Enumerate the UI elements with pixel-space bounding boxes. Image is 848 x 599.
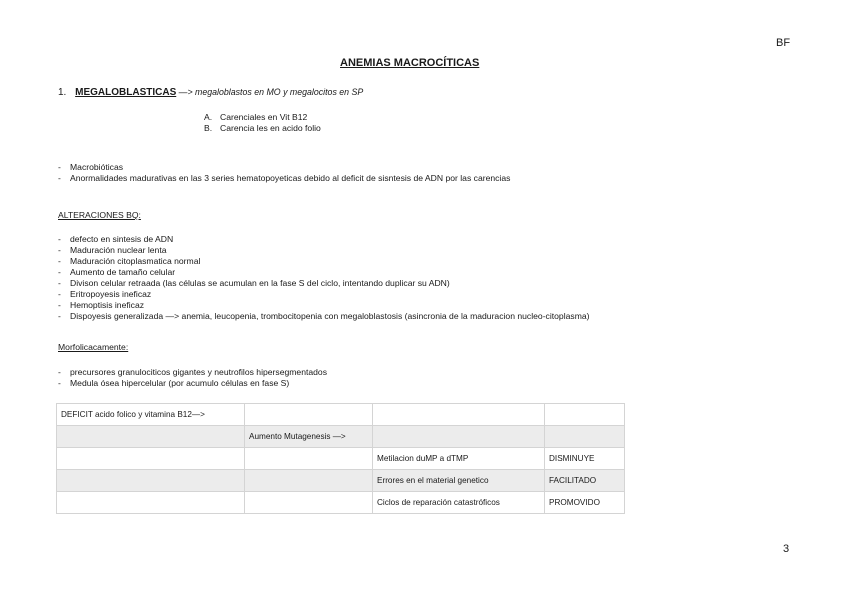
section-heading: [58, 87, 363, 98]
cause-item: [204, 112, 321, 123]
mechanism-table: [56, 403, 625, 514]
page-number: 3: [783, 543, 790, 555]
table-row: [57, 470, 625, 492]
cause-text: Carencia les en acido folio: [220, 123, 321, 133]
table-cell: [373, 404, 545, 426]
table-cell: Ciclos de reparación catastróficos: [373, 492, 545, 514]
cause-text: Carenciales en Vit B12: [220, 112, 308, 122]
morfologia-list: [58, 367, 327, 389]
morfologia-heading: Morfolicacamente:: [58, 342, 129, 352]
table-cell: [373, 426, 545, 448]
table-cell: DISMINUYE: [545, 448, 625, 470]
table-cell: [245, 404, 373, 426]
alteraciones-list: [58, 234, 590, 322]
table-cell: Errores en el material genetico: [373, 470, 545, 492]
intro-bullet-list: [58, 162, 510, 184]
table-row: [57, 404, 625, 426]
list-item: - Medula ósea hipercelular (por acumulo células en fase S): [58, 378, 290, 388]
list-item: - Macrobióticas: [58, 162, 124, 172]
alteraciones-heading: ALTERACIONES BQ:: [58, 210, 141, 220]
list-item: - Anormalidades madurativas en las 3 series hematopoyeticas debido al deficit de sisntesis de ADN por las carencias: [58, 173, 511, 183]
list-item: - Aumento de tamaño celular: [58, 267, 176, 277]
table-cell: [57, 426, 245, 448]
table-cell: [245, 492, 373, 514]
section-description: —> megaloblastos en MO y megalocitos en SP: [176, 87, 364, 97]
list-item: - Eritropoyesis ineficaz: [58, 289, 152, 299]
table-cell: PROMOVIDO: [545, 492, 625, 514]
list-item: - Dispoyesis generalizada —> anemia, leucopenia, trombocitopenia con megaloblastosis (asincronia de la maduracion nucleo-citoplasma): [58, 311, 590, 321]
table-cell: [545, 426, 625, 448]
list-item: - precursores granulociticos gigantes y neutrofilos hipersegmentados: [58, 367, 327, 377]
table-cell: [245, 448, 373, 470]
page-title: ANEMIAS MACROCÍTICAS: [340, 57, 480, 69]
table-row: [57, 448, 625, 470]
table-cell: FACILITADO: [545, 470, 625, 492]
table-cell: Aumento Mutagenesis —>: [245, 426, 373, 448]
table-row: [57, 492, 625, 514]
table-cell: Metilacion duMP a dTMP: [373, 448, 545, 470]
cause-letter: B.: [204, 123, 213, 133]
table-cell: [545, 404, 625, 426]
list-item: - Hemoptisis ineficaz: [58, 300, 145, 310]
causes-list: [204, 112, 321, 134]
list-item: - Maduración nuclear lenta: [58, 245, 167, 255]
table-cell: DEFICIT acido folico y vitamina B12—>: [57, 404, 245, 426]
list-item: - Divison celular retraada (las células se acumulan en la fase S del ciclo, intentando duplicar su ADN): [58, 278, 450, 288]
cause-letter: A.: [204, 112, 213, 122]
table-row: [57, 426, 625, 448]
section-name: MEGALOBLASTICAS: [75, 87, 177, 98]
author-initials: BF: [776, 37, 791, 49]
table-cell: [245, 470, 373, 492]
table-cell: [57, 492, 245, 514]
table-cell: [57, 448, 245, 470]
cause-item: [204, 123, 321, 134]
list-item: - Maduración citoplasmatica normal: [58, 256, 201, 266]
list-item: - defecto en sintesis de ADN: [58, 234, 174, 244]
section-number: 1.: [58, 87, 67, 98]
table-cell: [57, 470, 245, 492]
